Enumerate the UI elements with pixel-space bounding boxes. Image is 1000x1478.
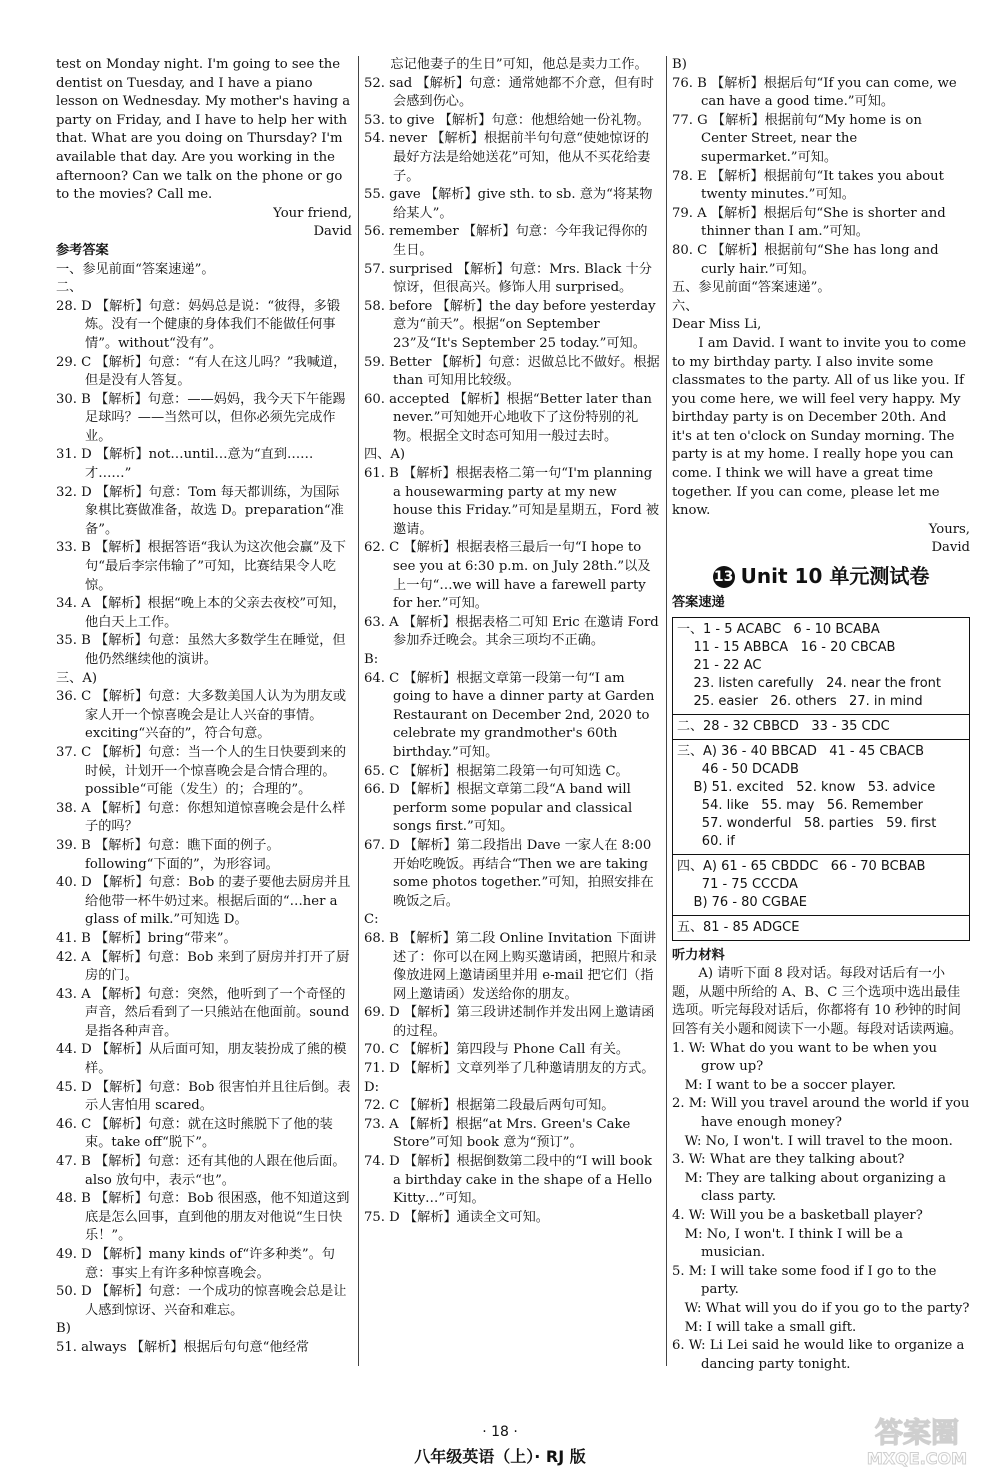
answer-key-line: B) 51. excited 52. know 53. advice: [677, 779, 936, 795]
text-line: 80. C 【解析】根据前句“She has long and curly hair.”可知。: [672, 242, 943, 277]
text-line: 57. surprised 【解析】句意：Mrs. Black 十分惊讶，但很高兴。修饰人用 surprised。: [364, 261, 652, 296]
text-line: 30. B 【解析】句意：——妈妈，我今天下午能踢足球吗？——当然可以，但你必须先完成作业。: [56, 391, 346, 444]
text-line: 44. D 【解析】从后面可知，朋友装扮成了熊的模样。: [56, 1042, 347, 1077]
answer-key-row: [673, 740, 969, 855]
text-line: B:: [364, 652, 379, 667]
text-line: 56. remember 【解析】句意：今年我记得你的生日。: [364, 224, 648, 258]
text-line: 61. B 【解析】根据表格二第一句“I'm planning a housewarming party at my new house this Friday.”可知是星期五，Ford 被邀请。: [364, 466, 660, 537]
text-line: 64. C 【解析】根据文章第一段第一句“I am going to have a dinner party at Garden Restaurant on December 2nd, 2020 to celebrate my grandmother's 60th birthday.”可知。: [364, 670, 659, 760]
listening-line: A) 请听下面 8 段对话。每段对话后有一小题，从题中所给的 A、B、C 三个选项中选出最佳选项。听完每段对话后，你都将有 10 秒钟的时间回答有关小题和阅读下一小题。每段对话读两遍。: [672, 966, 963, 1037]
watermark-logo: [842, 1406, 992, 1472]
unit-number-badge: 13: [713, 566, 735, 588]
text-line: 51. always 【解析】根据后句句意“他经常: [56, 1339, 309, 1355]
text-line: 34. A 【解析】根据“晚上本的父亲去夜校”可知，他白天上工作。: [56, 596, 346, 630]
answer-key-line: 四、A) 61 - 65 CBDDC 66 - 70 BCBAB: [677, 858, 926, 874]
answer-key-line: 60. if: [677, 833, 735, 849]
answer-key-row: [673, 855, 969, 916]
listening-line: M: They are talking about organizing a class party.: [672, 1170, 951, 1205]
text-line: 72. C 【解析】根据第二段最后两句可知。: [364, 1098, 615, 1114]
text-line: I am David. I want to invite you to come to my birthday party. I also invite some classmates to the party. All of us like you. If you come here, we will feel very happy. My birthday party is on December 20th. And it's at ten o'clock on Sunday morning. The party is at my home. I really hope you can come. I think we will have a great time together. If you can come, please let me know.: [672, 335, 971, 519]
text-line: 六、: [672, 298, 699, 314]
answer-key-row: [673, 715, 969, 740]
listening-line: 1. W: What do you want to be when you grow up?: [672, 1040, 942, 1075]
book-title-footer: 八年级英语（上）· RJ 版: [414, 1447, 586, 1466]
answer-key-line: 54. like 55. may 56. Remember: [677, 797, 923, 813]
text-line: 38. A 【解析】句意：你想知道惊喜晚会是什么样子的吗？: [56, 800, 346, 835]
listening-line: 4. W: Will you be a basketball player?: [672, 1207, 923, 1223]
text-line: 35. B 【解析】句意：虽然大多数学生在睡觉，但他仍然继续他的演讲。: [56, 633, 346, 667]
text-line: David: [313, 224, 352, 240]
text-line: 46. C 【解析】句意：就在这时熊脱下了他的装束。take off“脱下”。: [56, 1116, 333, 1151]
answer-key-row: [673, 618, 969, 715]
text-line: Your friend,: [273, 205, 352, 221]
answer-explanations-continued: [672, 56, 970, 558]
text-line: 40. D 【解析】句意：Bob 的妻子要他去厨房并且给他带一杯牛奶过来。根据后面的“…her a glass of milk.”可知选 D。: [56, 875, 351, 928]
text-line: 69. D 【解析】第三段讲述制作并发出网上邀请函的过程。: [364, 1005, 655, 1039]
page-number: · 18 ·: [482, 1424, 518, 1440]
text-line: 67. D 【解析】第二段指出 Dave 一家人在 8:00 开始吃晚饭。再结合“Then we are taking some photos together.”可知，拍照安排在晚饭之后。: [364, 837, 656, 909]
text-line: 73. A 【解析】根据“at Mrs. Green's Cake Store”可知 book 意为“预订”。: [364, 1116, 635, 1151]
listening-label: 听力材料: [672, 947, 725, 963]
listening-line: W: No, I won't. I will travel to the moon.: [672, 1133, 953, 1149]
answer-key-line: B) 76 - 80 CGBAE: [677, 894, 808, 910]
text-line: 28. D 【解析】句意：妈妈总是说：“彼得，多锻炼。没有一个健康的身体我们不能做任何事情”。without“没有”。: [56, 298, 341, 351]
text-line: 忘记他妻子的生日”可知，他总是卖力工作。: [390, 57, 648, 72]
text-line: 79. A 【解析】根据后句“She is shorter and thinner than I am.”可知。: [672, 205, 950, 240]
text-line: B): [56, 1321, 71, 1337]
column-right: [672, 56, 974, 1374]
text-line: 参考答案: [56, 242, 109, 258]
text-line: 74. D 【解析】根据倒数第二段中的“I will book a birthday cake in the shape of a Hello Kitty…”可知。: [364, 1154, 657, 1207]
text-line: 55. gave 【解析】give sth. to sb. 意为“将某物给某人”。: [364, 187, 653, 221]
answer-key-line: 11 - 15 ABBCA 16 - 20 CBCAB: [677, 639, 896, 655]
text-line: 43. A 【解析】句意：突然，他听到了一个奇怪的声音，然后看到了一只熊站在他面前。sound 是指各种声音。: [56, 986, 354, 1039]
listening-line: 6. W: Li Lei said he would like to organize a dancing party tonight.: [672, 1338, 969, 1372]
text-line: 77. G 【解析】根据前句“My home is on Center Street, near the supermarket.”可知。: [672, 112, 927, 165]
text-line: 45. D 【解析】句意：Bob 很害怕并且往后倒。表示人害怕用 scared。: [56, 1079, 351, 1114]
text-line: 二、: [56, 280, 83, 296]
answer-key-line: 21 - 22 AC: [677, 657, 762, 673]
text-line: 60. accepted 【解析】根据“Better later than never.”可知她开心地收下了这份特别的礼物。根据全文时态可知用一般过去时。: [364, 391, 657, 444]
answer-key-line: 25. easier 26. others 27. in mind: [677, 693, 923, 709]
svg-text:MXQE.COM: MXQE.COM: [866, 1449, 968, 1468]
text-line: 42. A 【解析】句意：Bob 来到了厨房并打开了厨房的门。: [56, 949, 350, 984]
unit-title-text: Unit 10 单元测试卷: [740, 564, 930, 589]
text-line: 48. B 【解析】句意：Bob 很困惑，他不知道这到底是怎么回事，直到他的朋友对他说“生日快乐！”。: [56, 1191, 350, 1244]
answer-key-row: [673, 916, 969, 940]
text-line: 五、参见前面“答案速递”。: [672, 280, 831, 296]
text-line: 54. never 【解析】根据前半句句意“使她惊讶的最好方法是给她送花”可知，他从不买花给妻子。: [364, 131, 651, 184]
answer-key-line: 46 - 50 DCADB: [677, 761, 799, 777]
text-line: 31. D 【解析】not…until…意为“直到……才……”: [56, 447, 314, 482]
text-line: 68. B 【解析】第二段 Online Invitation 下面讲述了：你可以在网上购买邀请函，把照片和录像放进网上邀请函里并用 e-mail 把它们（指网上邀请函）发送给你的朋友。: [364, 930, 657, 1002]
text-line: B): [672, 57, 687, 72]
column-left: [56, 56, 355, 1358]
answer-key-table: [672, 617, 970, 941]
listening-line: W: What will you do if you go to the party?: [672, 1300, 970, 1316]
answer-key-line: 57. wonderful 58. parties 59. first: [677, 815, 937, 831]
answer-express-label: 答案速递: [672, 595, 725, 611]
listening-material: [672, 965, 974, 1374]
column-divider: [358, 56, 359, 1366]
text-line: 一、参见前面“答案速递”。: [56, 261, 215, 277]
answer-key-line: 71 - 75 CCCDA: [677, 876, 798, 892]
listening-line: 2. M: Will you travel around the world if you have enough money?: [672, 1096, 974, 1130]
listening-line: M: I will take a small gift.: [672, 1319, 857, 1335]
text-line: 四、A): [364, 447, 406, 463]
text-line: 58. before 【解析】the day before yesterday 意为“前天”。根据“on September 23”及“It's September 25 today.”可知。: [364, 298, 660, 351]
text-line: C:: [364, 912, 379, 928]
text-line: D:: [364, 1079, 380, 1095]
answer-key-line: 一、1 - 5 ACABC 6 - 10 BCABA: [677, 621, 880, 637]
text-line: test on Monday night. I'm going to see the dentist on Tuesday, and I have a piano lesson on Wednesday. My mother's having a party on Friday, and I have to help her with that. What are you doing on Thursday? I'm available that day. Are you working in the afternoon? Can we talk on the phone or go to the movies? Call me.: [56, 57, 355, 203]
text-line: 47. B 【解析】句意：还有其他的人跟在他后面。also 放句中，表示“也”。: [56, 1154, 346, 1188]
text-line: 52. sad 【解析】句意：通常她都不介意，但有时会感到伤心。: [364, 75, 654, 110]
unit-title: [672, 566, 970, 588]
text-line: 29. C 【解析】句意：“有人在这儿吗？”我喊道，但是没有人答复。: [56, 354, 347, 389]
text-line: 49. D 【解析】many kinds of“许多种类”。句意：事实上有许多种惊喜晚会。: [56, 1247, 335, 1281]
column-divider: [666, 56, 667, 1366]
text-line: 53. to give 【解析】句意：他想给她一份礼物。: [364, 112, 650, 128]
text-line: 70. C 【解析】第四段与 Phone Call 有关。: [364, 1042, 630, 1058]
text-line: Yours,: [928, 521, 970, 537]
text-line: Dear Miss Li,: [672, 317, 762, 333]
text-line: 39. B 【解析】句意：瞧下面的例子。following“下面的”，为形容词。: [56, 837, 280, 872]
text-line: 76. B 【解析】根据后句“If you can come, we can have a good time.”可知。: [672, 75, 961, 110]
svg-text:答案圈: 答案圈: [874, 1416, 960, 1449]
text-line: 41. B 【解析】bring“带来”。: [56, 930, 237, 946]
answer-key-line: 二、28 - 32 CBBCD 33 - 35 CDC: [677, 718, 890, 734]
listening-line: 5. M: I will take some food if I go to the party.: [672, 1263, 941, 1298]
answer-key-line: 五、81 - 85 ADGCE: [677, 919, 800, 935]
listening-line: M: No, I won't. I think I will be a musician.: [672, 1226, 908, 1261]
text-line: 36. C 【解析】句意：大多数美国人认为为朋友或家人开一个惊喜晚会是让人兴奋的事情。exciting“兴奋的”，符合句意。: [56, 689, 347, 742]
answer-key-line: 三、A) 36 - 40 BBCAD 41 - 45 CBACB: [677, 743, 925, 759]
column-middle: [364, 56, 664, 1227]
text-line: 65. C 【解析】根据第二段第一句可知选 C。: [364, 763, 629, 779]
text-line: 33. B 【解析】根据答语“我认为这次他会赢”及下句“最后李宗伟输了”可知，比赛结果令人吃惊。: [56, 540, 346, 593]
text-line: 三、A): [56, 670, 98, 686]
text-line: 59. Better 【解析】句意：迟做总比不做好。根据 than 可知用比较级。: [364, 354, 664, 389]
text-line: 71. D 【解析】文章列举了几种邀请朋友的方式。: [364, 1061, 655, 1077]
text-line: 50. D 【解析】句意：一个成功的惊喜晚会总是让人感到惊讶、兴奋和难忘。: [56, 1284, 347, 1318]
text-line: David: [931, 540, 970, 556]
text-line: 66. D 【解析】根据文章第二段“A band will perform some popular and classical songs first.”可知。: [364, 782, 637, 835]
text-line: 75. D 【解析】通读全文可知。: [364, 1209, 549, 1225]
text-line: 62. C 【解析】根据表格三最后一句“I hope to see you at 6:30 p.m. on July 28th.”以及上一句“…we will have a farewell party for her.”可知。: [364, 540, 651, 612]
text-line: 32. D 【解析】句意：Tom 每天都训练，为国际象棋比赛做准备，故选 D。preparation“准备”。: [56, 484, 344, 537]
text-line: 37. C 【解析】句意：当一个人的生日快要到来的时候，计划开一个惊喜晚会是合情合理的。possible“可能（发生）的；合理的”。: [56, 744, 347, 798]
text-line: 78. E 【解析】根据前句“It takes you about twenty minutes.”可知。: [672, 168, 949, 203]
listening-line: 3. W: What are they talking about?: [672, 1152, 905, 1168]
listening-line: M: I want to be a soccer player.: [672, 1077, 896, 1093]
answer-key-line: 23. listen carefully 24. near the front: [677, 675, 941, 691]
text-line: 63. A 【解析】根据表格二可知 Eric 在邀请 Ford 参加乔迁晚会。其余三项均不正确。: [364, 614, 663, 649]
